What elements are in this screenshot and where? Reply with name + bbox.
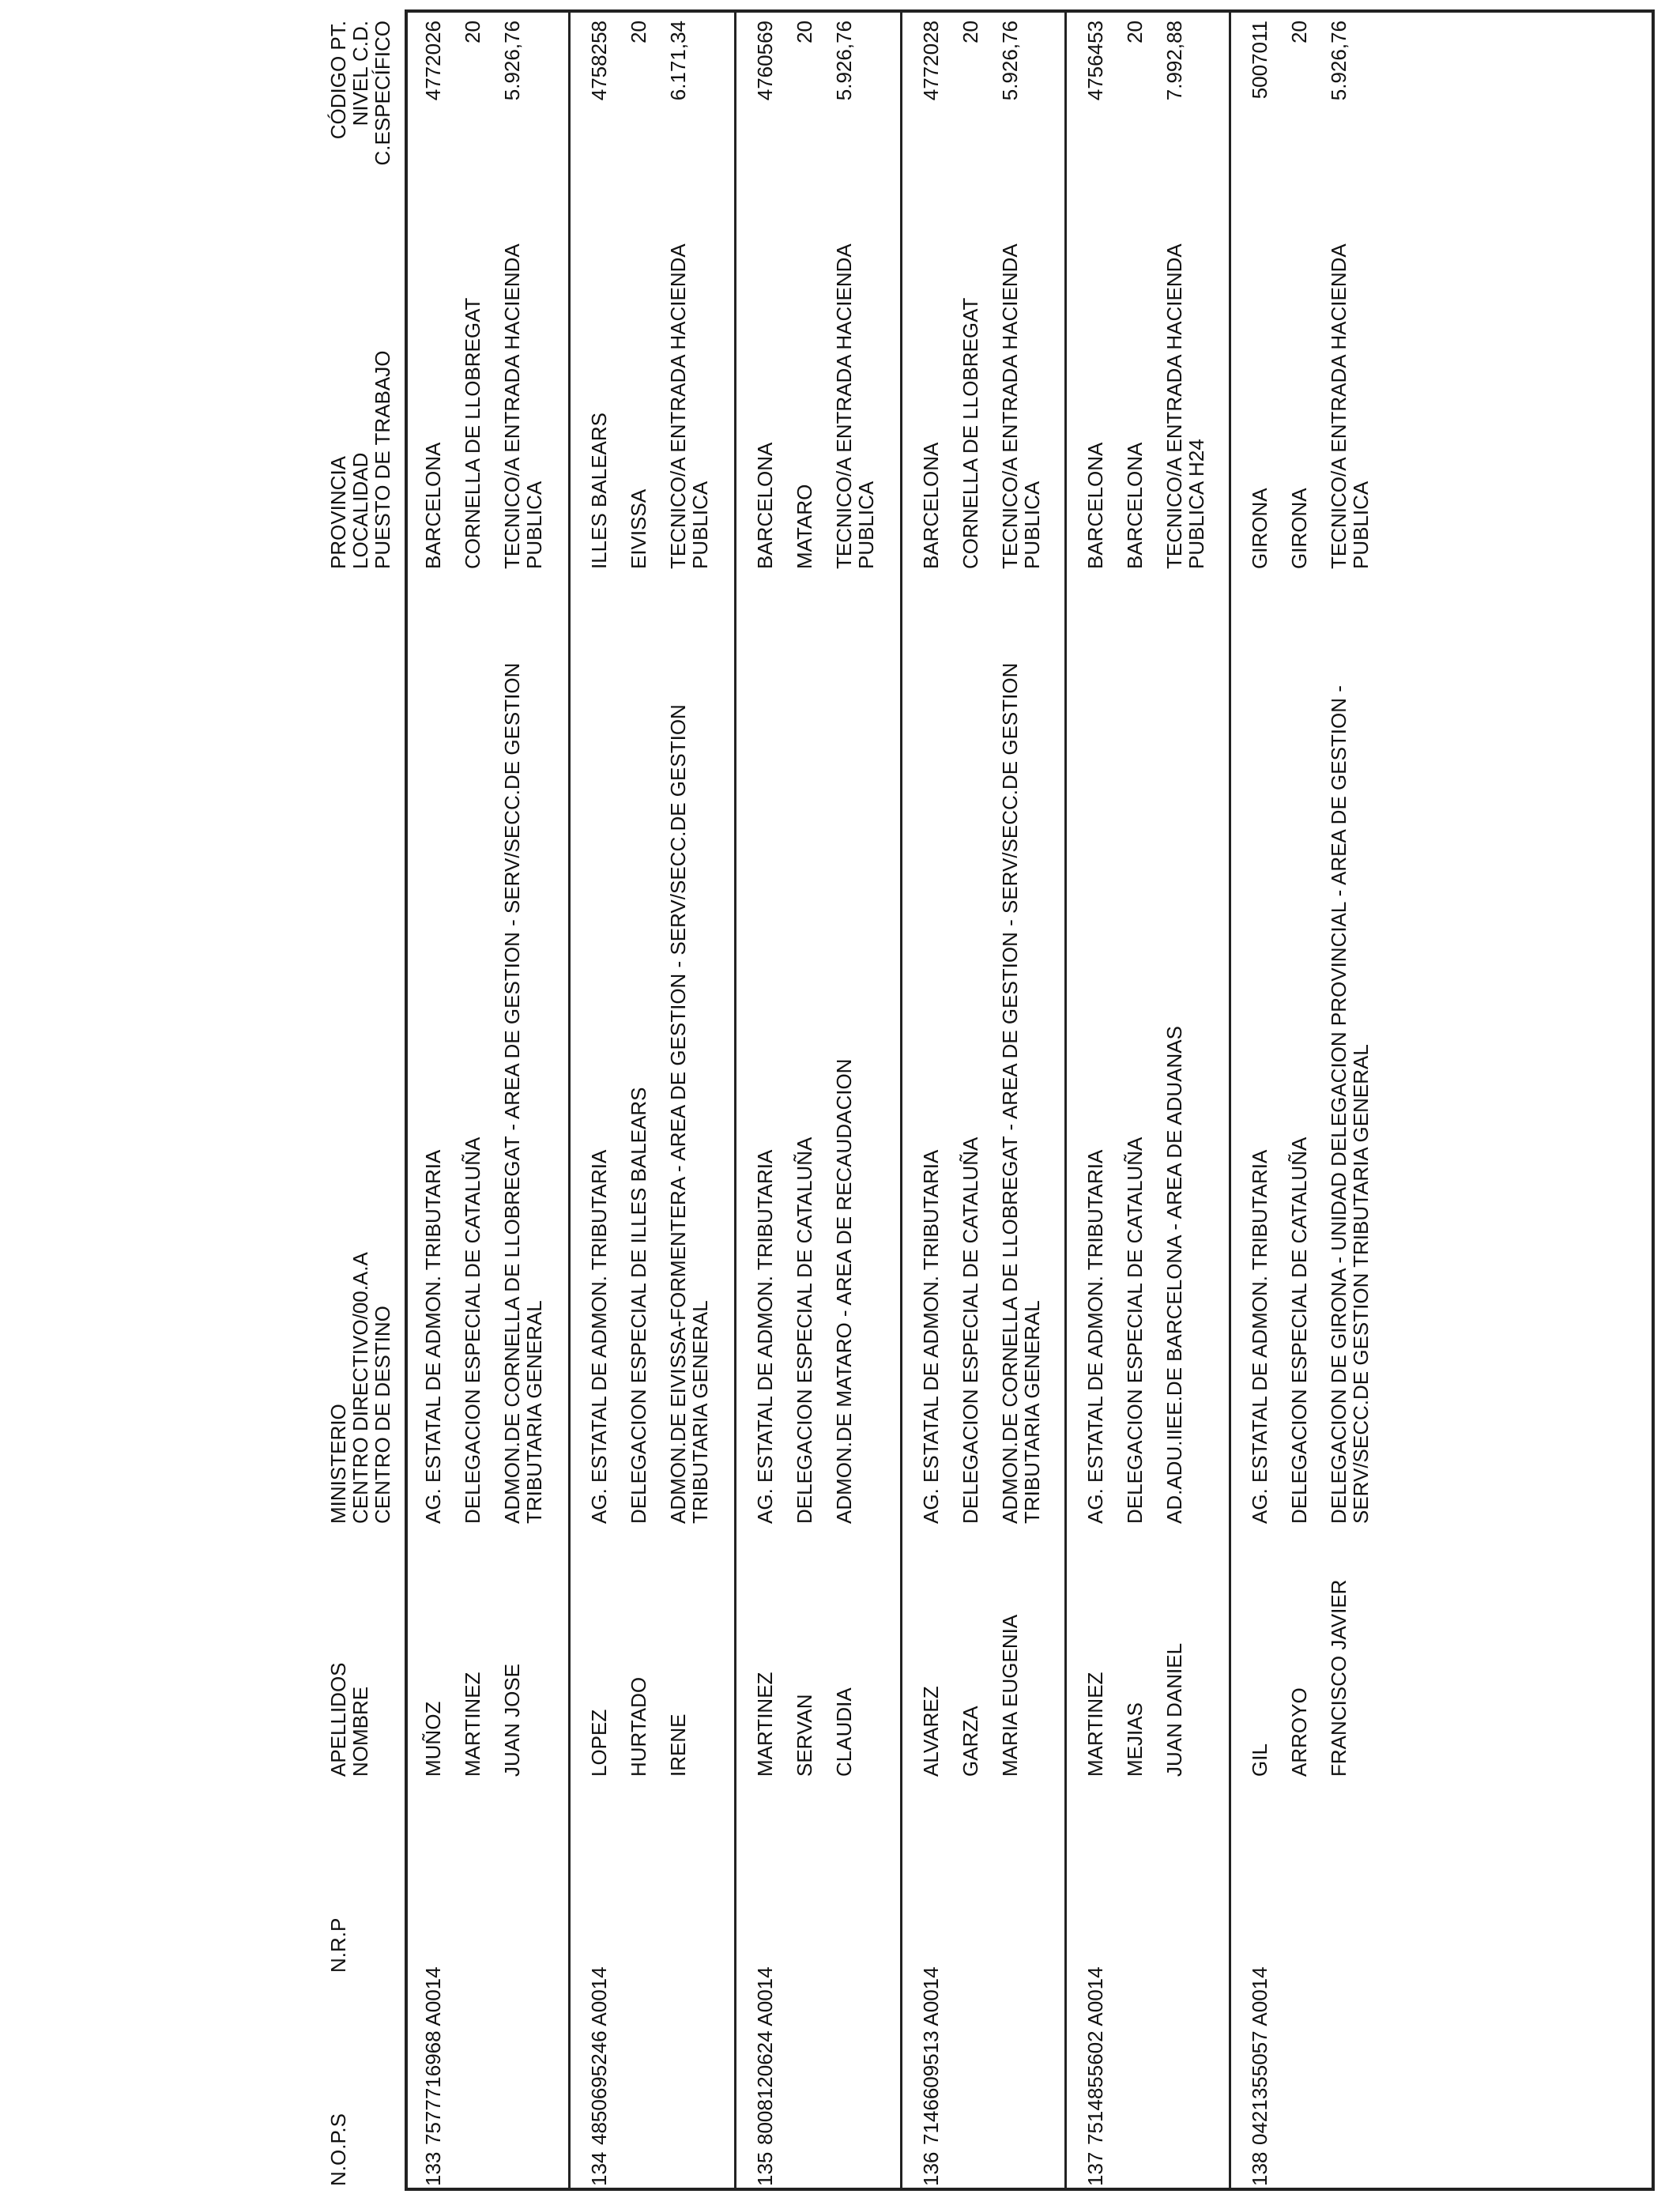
codigo-pt-cell: 5007011 (1248, 21, 1271, 100)
centro-directivo-cell: DELEGACION ESPECIAL DE CATALUÑA (793, 1137, 816, 1524)
nops-cell: 133 (421, 2151, 445, 2186)
nrp-cell: 7146609513 A0014 (919, 1966, 943, 2145)
header-provincia: PROVINCIA (326, 455, 350, 569)
especifico-cell: 5.926,76 (998, 21, 1022, 101)
apellido1-cell: ALVAREZ (919, 1686, 943, 1777)
provincia-cell: GIRONA (1248, 488, 1271, 569)
provincia-cell: ILLES BALEARS (587, 413, 611, 569)
especifico-cell: 6.171,34 (666, 21, 690, 101)
especifico-cell: 5.926,76 (1327, 21, 1350, 101)
nivel-cd-cell: 20 (793, 21, 816, 43)
header-centro-directivo: CENTRO DIRECTIVO/00.A.A (348, 1252, 372, 1524)
localidad-cell: BARCELONA (1123, 442, 1147, 569)
header-especifico: C.ESPECÍFICO (371, 21, 394, 166)
puesto-cell: TECNICO/A ENTRADA HACIENDA PUBLICA (1327, 244, 1373, 569)
header-ministerio: MINISTERIO (326, 1404, 350, 1524)
apellido2-cell: ARROYO (1287, 1687, 1311, 1777)
apellido1-cell: LOPEZ (587, 1709, 611, 1777)
nivel-cd-cell: 20 (1123, 21, 1147, 43)
ministerio-cell: AG. ESTATAL DE ADMON. TRIBUTARIA (587, 1149, 611, 1524)
localidad-cell: CORNELLA DE LLOBREGAT (959, 297, 982, 569)
nombre-cell: IRENE (666, 1713, 690, 1777)
centro-directivo-cell: DELEGACION ESPECIAL DE CATALUÑA (1287, 1137, 1311, 1524)
header-centro-destino: CENTRO DE DESTINO (371, 1306, 394, 1524)
nops-cell: 137 (1083, 2151, 1107, 2186)
centro-directivo-cell: DELEGACION ESPECIAL DE ILLES BALEARS (627, 1087, 650, 1524)
localidad-cell: EIVISSA (627, 488, 650, 569)
nrp-cell: 0421355057 A0014 (1248, 1966, 1271, 2145)
row-divider (734, 13, 736, 2188)
provincia-cell: BARCELONA (1083, 442, 1107, 569)
especifico-cell: 5.926,76 (500, 21, 524, 101)
ministerio-cell: AG. ESTATAL DE ADMON. TRIBUTARIA (421, 1149, 445, 1524)
nombre-cell: CLAUDIA (832, 1687, 856, 1777)
especifico-cell: 7.992,88 (1162, 21, 1186, 101)
nivel-cd-cell: 20 (959, 21, 982, 43)
nivel-cd-cell: 20 (1287, 21, 1311, 43)
apellido2-cell: HURTADO (627, 1676, 650, 1777)
apellido1-cell: MARTINEZ (1083, 1672, 1107, 1777)
provincia-cell: BARCELONA (919, 442, 943, 569)
nombre-cell: FRANCISCO JAVIER (1327, 1579, 1350, 1777)
nivel-cd-cell: 20 (627, 21, 650, 43)
puesto-cell: TECNICO/A ENTRADA HACIENDA PUBLICA H24 (1162, 244, 1208, 569)
row-divider (568, 13, 571, 2188)
header-nombre: NOMBRE (348, 1686, 372, 1777)
apellido1-cell: MUÑOZ (421, 1701, 445, 1777)
nombre-cell: MARIA EUGENIA (998, 1614, 1022, 1777)
ministerio-cell: AG. ESTATAL DE ADMON. TRIBUTARIA (1083, 1149, 1107, 1524)
codigo-pt-cell: 4772026 (421, 21, 445, 101)
codigo-pt-cell: 4760569 (753, 21, 777, 101)
centro-directivo-cell: DELEGACION ESPECIAL DE CATALUÑA (1123, 1137, 1147, 1524)
centro-destino-cell: AD.ADU.IIEE.DE BARCELONA - AREA DE ADUANAS (1162, 1026, 1186, 1524)
localidad-cell: MATARO (793, 484, 816, 569)
apellido1-cell: MARTINEZ (753, 1672, 777, 1777)
puesto-cell: TECNICO/A ENTRADA HACIENDA PUBLICA (998, 244, 1044, 569)
nrp-cell: 8008120624 A0014 (753, 1966, 777, 2145)
centro-destino-cell: ADMON.DE CORNELLA DE LLOBREGAT - AREA DE GESTION - SERV/SECC.DE GESTION TRIBUTARIA GENERAL (500, 662, 546, 1524)
header-nops: N.O.P.S (326, 2113, 350, 2186)
codigo-pt-cell: 4756453 (1083, 21, 1107, 101)
nops-cell: 134 (587, 2151, 611, 2186)
header-localidad: LOCALIDAD (348, 452, 372, 569)
apellido2-cell: MARTINEZ (461, 1672, 484, 1777)
provincia-cell: BARCELONA (753, 442, 777, 569)
localidad-cell: GIRONA (1287, 488, 1311, 569)
apellido2-cell: SERVAN (793, 1694, 816, 1777)
nops-cell: 136 (919, 2151, 943, 2186)
nrp-cell: 4850695246 A0014 (587, 1966, 611, 2145)
centro-destino-cell: DELEGACION DE GIRONA - UNIDAD DELEGACION PROVINCIAL - AREA DE GESTION - SERV/SECC.DE GESTION TRIBUTARIA GENERAL (1327, 685, 1373, 1524)
apellido2-cell: GARZA (959, 1706, 982, 1777)
nops-cell: 138 (1248, 2151, 1271, 2186)
apellido1-cell: GIL (1248, 1744, 1271, 1777)
codigo-pt-cell: 4772028 (919, 21, 943, 101)
ministerio-cell: AG. ESTATAL DE ADMON. TRIBUTARIA (919, 1149, 943, 1524)
row-divider (1064, 13, 1067, 2188)
header-apellidos: APELLIDOS (326, 1662, 350, 1777)
ministerio-cell: AG. ESTATAL DE ADMON. TRIBUTARIA (753, 1149, 777, 1524)
puesto-cell: TECNICO/A ENTRADA HACIENDA PUBLICA (832, 244, 878, 569)
centro-destino-cell: ADMON.DE MATARO - AREA DE RECAUDACION (832, 1058, 856, 1524)
centro-destino-cell: ADMON.DE EIVISSA-FORMENTERA - AREA DE GESTION - SERV/SECC.DE GESTION TRIBUTARIA GENERAL (666, 704, 712, 1524)
header-codigo: CÓDIGO PT. (326, 21, 350, 140)
header-nrp: N.R.P (326, 1917, 350, 1973)
header-puesto: PUESTO DE TRABAJO (371, 350, 394, 569)
especifico-cell: 5.926,76 (832, 21, 856, 101)
centro-destino-cell: ADMON.DE CORNELLA DE LLOBREGAT - AREA DE GESTION - SERV/SECC.DE GESTION TRIBUTARIA GENERAL (998, 662, 1044, 1524)
apellido2-cell: MEJIAS (1123, 1702, 1147, 1777)
puesto-cell: TECNICO/A ENTRADA HACIENDA PUBLICA (500, 244, 546, 569)
nops-cell: 135 (753, 2151, 777, 2186)
row-divider (1229, 13, 1231, 2188)
puesto-cell: TECNICO/A ENTRADA HACIENDA PUBLICA (666, 244, 712, 569)
centro-directivo-cell: DELEGACION ESPECIAL DE CATALUÑA (959, 1137, 982, 1524)
codigo-pt-cell: 4758258 (587, 21, 611, 101)
nivel-cd-cell: 20 (461, 21, 484, 43)
ministerio-cell: AG. ESTATAL DE ADMON. TRIBUTARIA (1248, 1149, 1271, 1524)
nombre-cell: JUAN JOSE (500, 1663, 524, 1777)
nrp-cell: 7577716968 A0014 (421, 1966, 445, 2145)
nombre-cell: JUAN DANIEL (1162, 1642, 1186, 1777)
localidad-cell: CORNELLA DE LLOBREGAT (461, 297, 484, 569)
centro-directivo-cell: DELEGACION ESPECIAL DE CATALUÑA (461, 1137, 484, 1524)
header-nivel: NIVEL C.D. (348, 21, 372, 126)
row-divider (900, 13, 902, 2188)
nrp-cell: 7514855602 A0014 (1083, 1966, 1107, 2145)
provincia-cell: BARCELONA (421, 442, 445, 569)
